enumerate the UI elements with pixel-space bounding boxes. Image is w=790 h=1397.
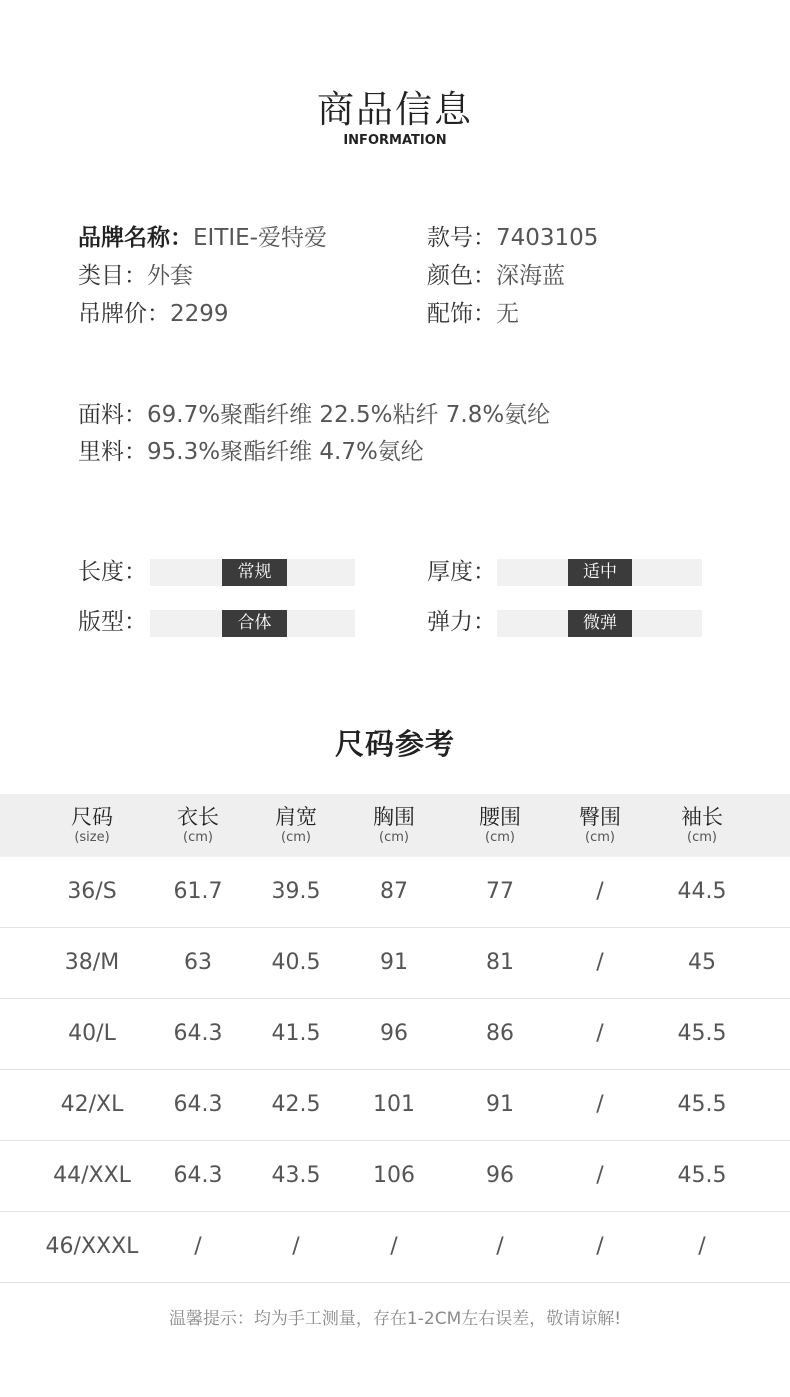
header-hip: [560, 794, 640, 857]
lining-fabric-value: 95.3%聚酯纤维 4.7%氨纶: [147, 439, 424, 465]
table-row: [0, 1070, 790, 1141]
price-value: 2299: [170, 301, 229, 327]
header-sleeve-main: 袖长: [681, 805, 723, 829]
cell-length: 64.3: [173, 1092, 223, 1117]
cell-chest: 87: [380, 879, 408, 904]
cell-sleeve: /: [698, 1234, 706, 1259]
cell-shoulder: 39.5: [271, 879, 321, 904]
fit-label: 版型：: [78, 609, 147, 635]
cell-waist: 96: [486, 1163, 514, 1188]
cell-size: 44/XXL: [53, 1163, 131, 1188]
header-shoulder-sub: (cm): [281, 830, 311, 845]
cell-length: 64.3: [173, 1163, 223, 1188]
cell-sleeve: 45.5: [677, 1021, 727, 1046]
color-row: [427, 261, 565, 291]
size-table-header: [0, 794, 790, 857]
cell-hip: /: [596, 1092, 604, 1117]
table-row: [0, 1212, 790, 1283]
color-label: 颜色：: [427, 263, 496, 289]
cell-waist: 91: [486, 1092, 514, 1117]
header-shoulder-main: 肩宽: [275, 805, 317, 829]
table-row: [0, 999, 790, 1070]
lining-fabric-label: 里料：: [78, 439, 147, 465]
category-row: [78, 261, 193, 291]
accessory-row: [427, 299, 519, 329]
header-chest: [354, 794, 434, 857]
category-label: 类目：: [78, 263, 147, 289]
cell-chest: 91: [380, 950, 408, 975]
outer-fabric-row: [78, 400, 550, 430]
header-hip-main: 臀围: [579, 805, 621, 829]
header-size-sub: (size): [74, 830, 110, 845]
outer-fabric-value: 69.7%聚酯纤维 22.5%粘纤 7.8%氨纶: [147, 402, 551, 428]
cell-shoulder: 42.5: [271, 1092, 321, 1117]
style-no-value: 7403105: [496, 225, 599, 251]
page-subtitle: INFORMATION: [343, 133, 447, 148]
cell-hip: /: [596, 879, 604, 904]
thickness-tag: 适中: [568, 559, 632, 586]
cell-size: 42/XL: [60, 1092, 124, 1117]
cell-sleeve: 45.5: [677, 1092, 727, 1117]
header-sleeve-sub: (cm): [687, 830, 717, 845]
cell-shoulder: 43.5: [271, 1163, 321, 1188]
style-no-row: [427, 223, 598, 253]
lining-fabric-row: [78, 437, 424, 467]
cell-chest: 96: [380, 1021, 408, 1046]
cell-waist: 81: [486, 950, 514, 975]
header-chest-main: 胸围: [373, 805, 415, 829]
length-label: 长度：: [78, 559, 147, 585]
cell-hip: /: [596, 1234, 604, 1259]
header-length-main: 衣长: [177, 805, 219, 829]
outer-fabric-label: 面料：: [78, 402, 147, 428]
header-chest-sub: (cm): [379, 830, 409, 845]
header-shoulder: [256, 794, 336, 857]
elasticity-label: 弹力：: [427, 609, 496, 635]
cell-waist: 86: [486, 1021, 514, 1046]
cell-sleeve: 45: [688, 950, 716, 975]
cell-shoulder: 41.5: [271, 1021, 321, 1046]
cell-length: 63: [184, 950, 212, 975]
accessory-label: 配饰：: [427, 301, 496, 327]
style-no-label: 款号：: [427, 225, 496, 251]
page-title: 商品信息: [317, 88, 473, 131]
header-sleeve: [662, 794, 742, 857]
fit-tag: 合体: [222, 610, 287, 637]
cell-waist: 77: [486, 879, 514, 904]
size-chart-title: 尺码参考: [334, 727, 455, 761]
header-hip-sub: (cm): [585, 830, 615, 845]
header-waist-main: 腰围: [479, 805, 521, 829]
cell-waist: /: [496, 1234, 504, 1259]
brand-value: EITIE-爱特爱: [193, 225, 327, 251]
cell-length: 64.3: [173, 1021, 223, 1046]
accessory-value: 无: [496, 301, 519, 327]
cell-chest: /: [390, 1234, 398, 1259]
cell-hip: /: [596, 950, 604, 975]
table-row: [0, 857, 790, 928]
length-tag: 常规: [222, 559, 287, 586]
cell-length: /: [194, 1234, 202, 1259]
price-row: [78, 299, 229, 329]
table-row: [0, 1141, 790, 1212]
cell-length: 61.7: [173, 879, 223, 904]
header-waist: [460, 794, 540, 857]
measurement-note: 温馨提示：均为手工测量，存在1-2CM左右误差，敬请谅解!: [168, 1309, 622, 1329]
price-label: 吊牌价：: [78, 301, 170, 327]
category-value: 外套: [147, 263, 193, 289]
color-value: 深海蓝: [496, 263, 565, 289]
header-size-main: 尺码: [71, 805, 113, 829]
header-length: [158, 794, 238, 857]
cell-size: 46/XXXL: [45, 1234, 139, 1259]
cell-shoulder: /: [292, 1234, 300, 1259]
cell-hip: /: [596, 1163, 604, 1188]
cell-shoulder: 40.5: [271, 950, 321, 975]
thickness-label: 厚度：: [427, 559, 496, 585]
cell-hip: /: [596, 1021, 604, 1046]
cell-chest: 106: [373, 1163, 415, 1188]
cell-sleeve: 44.5: [677, 879, 727, 904]
header-waist-sub: (cm): [485, 830, 515, 845]
cell-chest: 101: [373, 1092, 415, 1117]
header-length-sub: (cm): [183, 830, 213, 845]
brand-label: 品牌名称：: [78, 225, 193, 251]
cell-sleeve: 45.5: [677, 1163, 727, 1188]
cell-size: 40/L: [68, 1021, 116, 1046]
table-row: [0, 928, 790, 999]
cell-size: 38/M: [64, 950, 120, 975]
elasticity-tag: 微弹: [568, 610, 632, 637]
brand-row: [78, 223, 327, 253]
header-size: [42, 794, 142, 857]
cell-size: 36/S: [67, 879, 117, 904]
